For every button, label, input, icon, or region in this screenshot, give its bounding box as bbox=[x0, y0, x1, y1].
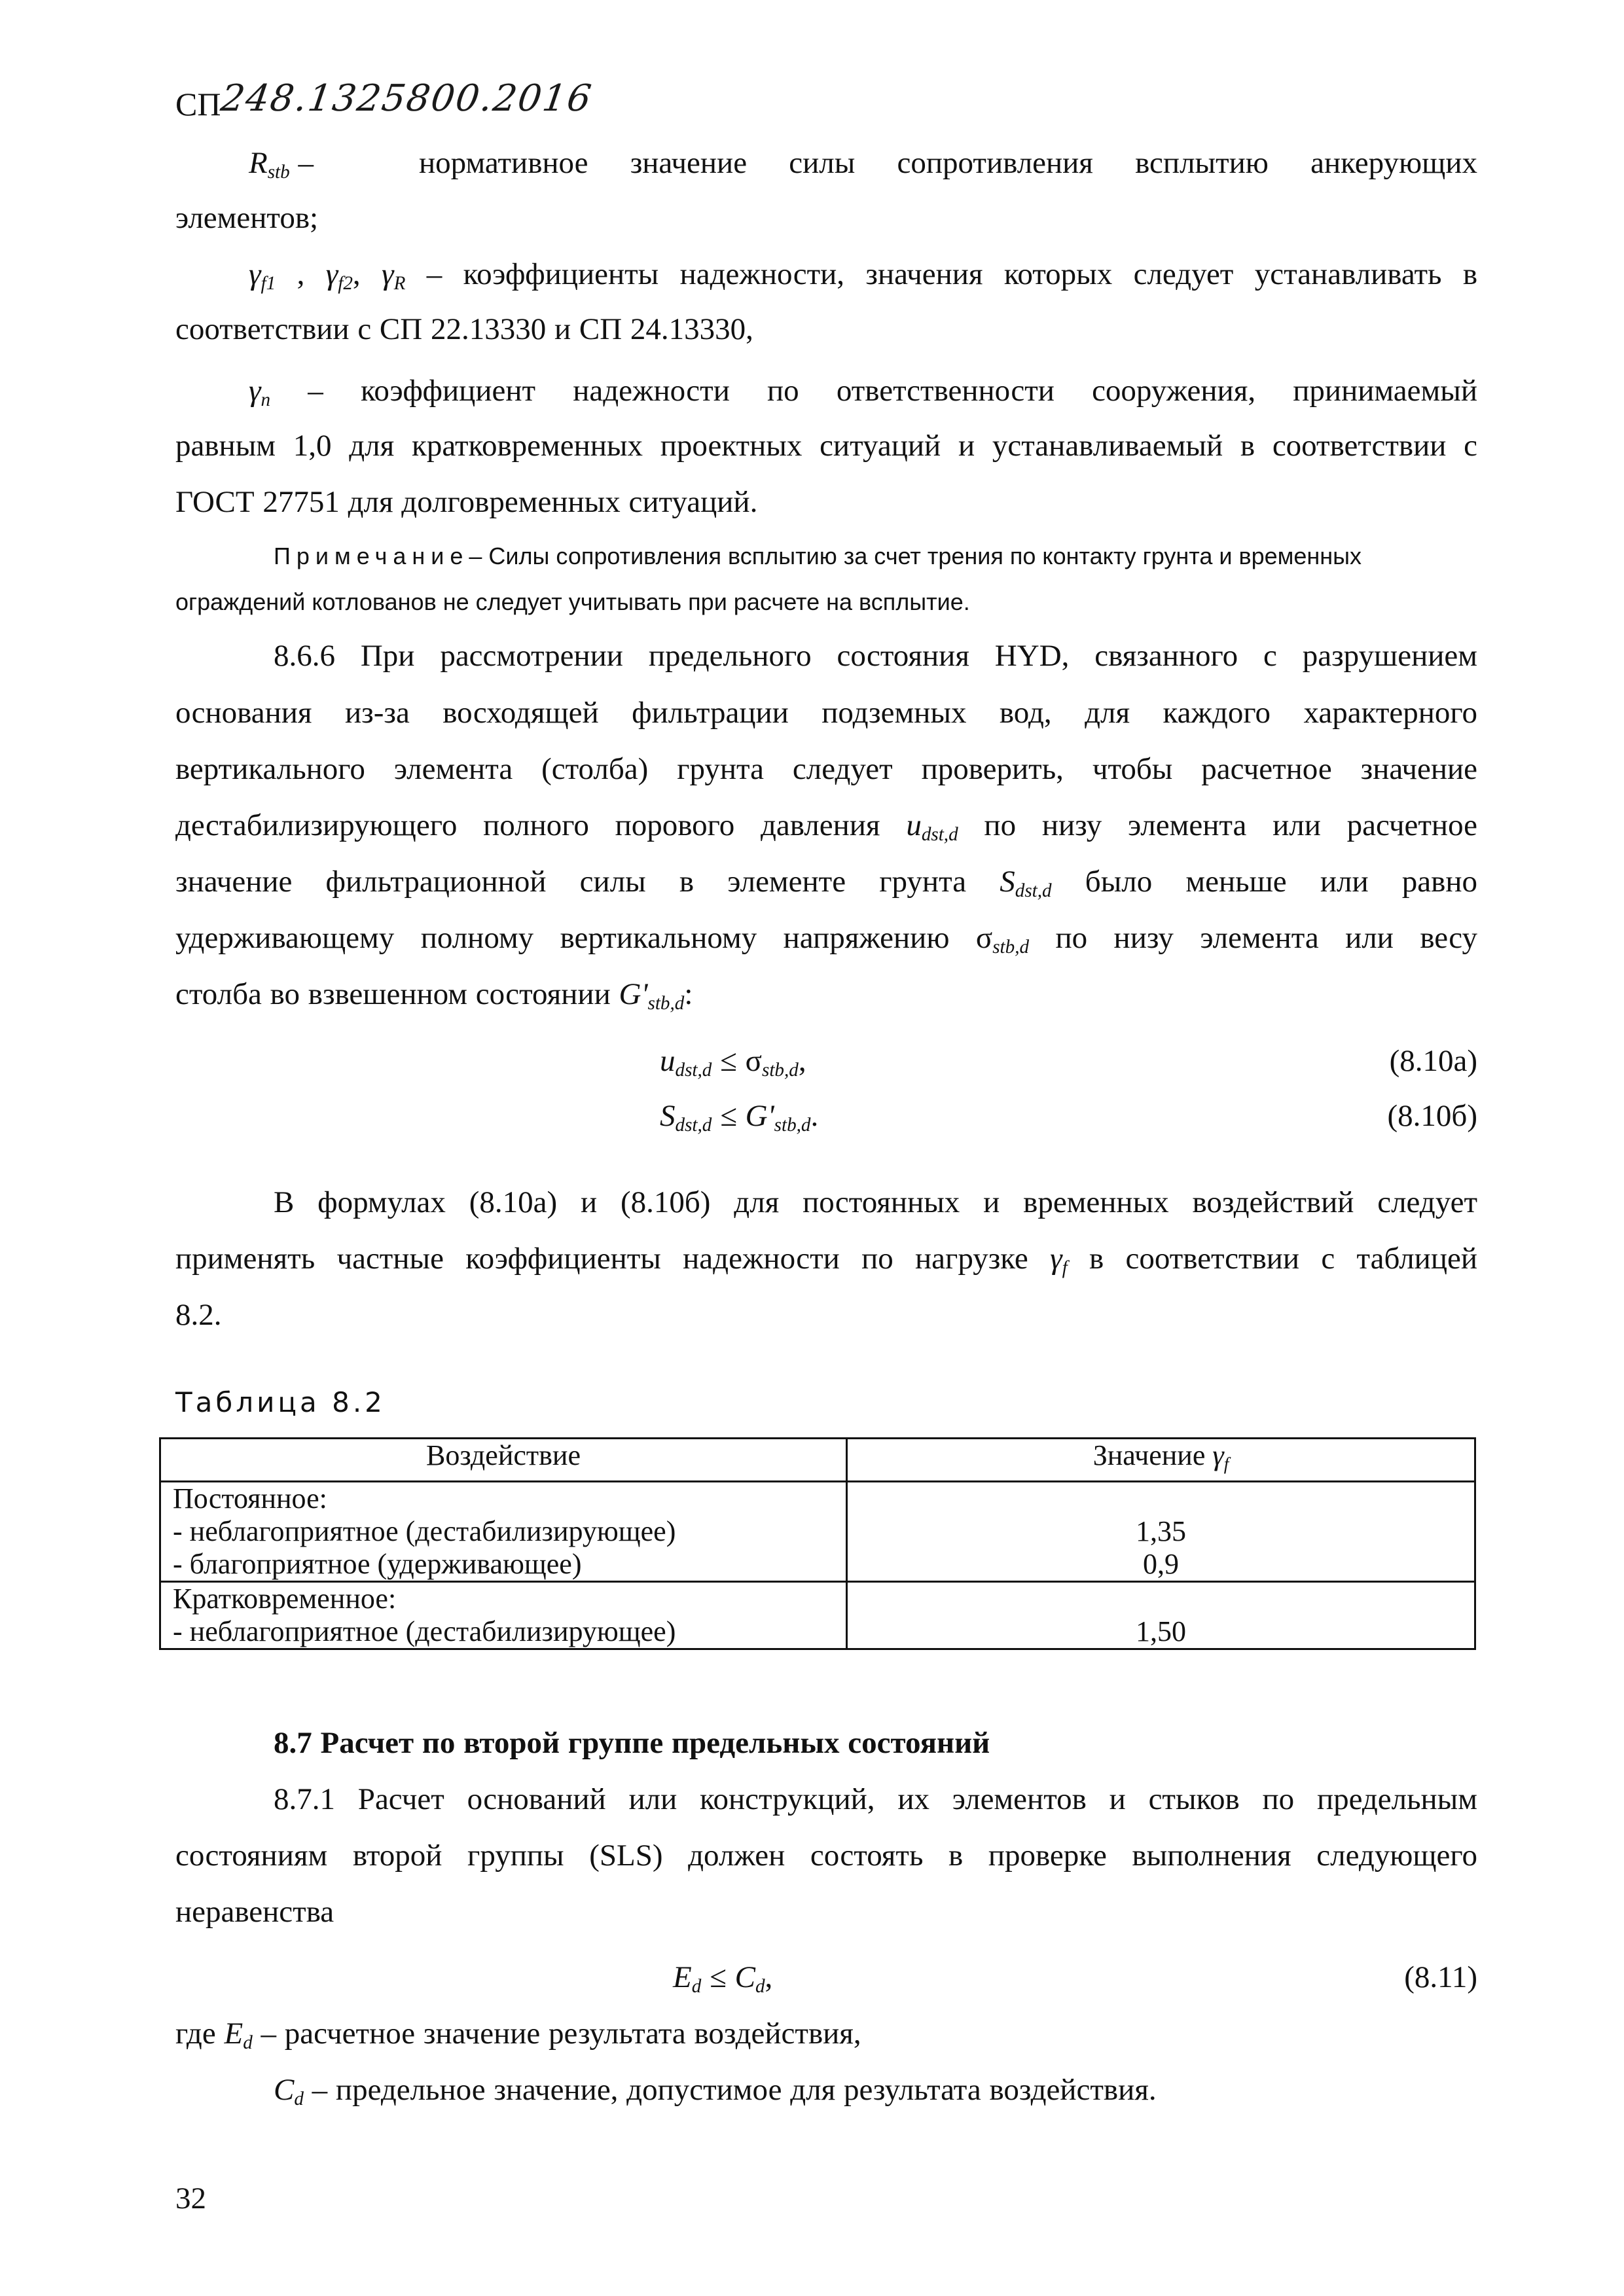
p866-line4: дестабилизирующего полного порового давления $u_{dst,d}$ по низу элемента или расчетное bbox=[175, 808, 1478, 846]
def-gammas-line2: соответствии с СП 22.13330 и СП 24.13330, bbox=[175, 312, 753, 346]
table-group-cell bbox=[160, 1581, 847, 1649]
table-group-cell bbox=[160, 1481, 847, 1581]
equation-8-11: $E_d \le C_d$, bbox=[673, 1960, 773, 1998]
def-rstb-text: нормативное значение силы сопротивления всплытию анкерующих bbox=[419, 146, 1477, 180]
table-row-label: - неблагоприятное (дестабилизирующее) bbox=[173, 1615, 676, 1647]
def-rstb-text2: элементов; bbox=[175, 201, 319, 235]
formulas-par-line2: применять частные коэффициенты надежности по нагрузке $\gamma_f$ в соответствии с таблицей bbox=[175, 1242, 1477, 1279]
table-row-value: 1,35 bbox=[1136, 1515, 1186, 1547]
table-row bbox=[160, 1481, 1475, 1581]
note-label: Примечание bbox=[274, 543, 469, 569]
where-e: где $E_d$ – расчетное значение результата воздействия, bbox=[175, 2017, 861, 2054]
p866-line3: вертикального элемента (столба) грунта следует проверить, чтобы расчетное значение bbox=[175, 752, 1477, 786]
p866-line5: значение фильтрационной силы в элементе грунта $S_{dst,d}$ было меньше или равно bbox=[175, 865, 1477, 902]
table-row-value: 0,9 bbox=[1143, 1547, 1179, 1580]
equation-8-10a: $u_{dst,d} \le \sigma_{stb,d}$, bbox=[660, 1044, 806, 1081]
table-8-2 bbox=[159, 1437, 1476, 1650]
equation-8-10a-number: (8.10а) bbox=[1389, 1044, 1477, 1078]
equation-8-10b-number: (8.10б) bbox=[1387, 1099, 1477, 1133]
p866-line6: удерживающему полному вертикальному напряжению $\sigma_{stb,d}$ по низу элемента или весу bbox=[175, 921, 1478, 958]
section-heading-8-7: 8.7 Расчет по второй группе предельных состояний bbox=[274, 1726, 990, 1760]
def-gamma-n-line2: равным 1,0 для кратковременных проектных ситуаций и устанавливаемый в соответствии с bbox=[175, 429, 1477, 463]
def-rstb-symbol: $R_{stb}$ – bbox=[249, 146, 314, 183]
table-col2-header: Значение $\gamma_f$ bbox=[847, 1439, 1475, 1482]
def-gamma-n-line1: $\gamma_n$ – коэффициент надежности по ответственности сооружения, принимаемый bbox=[249, 374, 1477, 411]
table-caption: Таблица 8.2 bbox=[175, 1386, 386, 1418]
note-line1: Примечание– Силы сопротивления всплытию за счет трения по контакту грунта и временных bbox=[274, 543, 1362, 569]
def-gamma-n-line3: ГОСТ 27751 для долговременных ситуаций. bbox=[175, 485, 758, 519]
table-value-cell bbox=[847, 1481, 1475, 1581]
s87-line3: неравенства bbox=[175, 1895, 334, 1929]
table-row bbox=[160, 1581, 1475, 1649]
p866-line2: основания из-за восходящей фильтрации подземных вод, для каждого характерного bbox=[175, 696, 1477, 730]
where-c: $C_d$ – предельное значение, допустимое для результата воздействия. bbox=[274, 2073, 1157, 2110]
table-group-title: Кратковременное: bbox=[173, 1582, 397, 1615]
note-line2: ограждений котлованов не следует учитывать при расчете на всплытие. bbox=[175, 588, 970, 615]
table-group-title: Постоянное: bbox=[173, 1482, 327, 1515]
handwritten-doc-number: 248.1325800.2016 bbox=[218, 77, 595, 120]
p866-line7: столба во взвешенном состоянии $G'_{stb,d}$: bbox=[175, 977, 693, 1014]
def-gammas-line1: $\gamma_{f1}$ , $\gamma_{f2}$, $\gamma_R$ – коэффициенты надежности, значения которых следует устанавливать в bbox=[249, 257, 1478, 295]
table-value-cell bbox=[847, 1581, 1475, 1649]
p866-line1: 8.6.6 При рассмотрении предельного состояния HYD, связанного с разрушением bbox=[274, 639, 1477, 673]
table-col1-header: Воздействие bbox=[160, 1439, 847, 1482]
table-row-label: - благоприятное (удерживающее) bbox=[173, 1547, 582, 1580]
page-number: 32 bbox=[175, 2181, 206, 2215]
equation-8-11-number: (8.11) bbox=[1404, 1960, 1477, 1994]
formulas-par-line1: В формулах (8.10а) и (8.10б) для постоянных и временных воздействий следует bbox=[274, 1185, 1477, 1219]
s87-line1: 8.7.1 Расчет оснований или конструкций, их элементов и стыков по предельным bbox=[274, 1782, 1477, 1816]
doc-prefix: СП bbox=[175, 86, 221, 122]
s87-line2: состояниям второй группы (SLS) должен состоять в проверке выполнения следующего bbox=[175, 1839, 1477, 1873]
table-row-value: 1,50 bbox=[1136, 1615, 1186, 1647]
equation-8-10b: $S_{dst,d} \le G'_{stb,d}$. bbox=[660, 1099, 819, 1136]
table-row-label: - неблагоприятное (дестабилизирующее) bbox=[173, 1515, 676, 1547]
table-header-row bbox=[160, 1439, 1475, 1482]
formulas-par-line3: 8.2. bbox=[175, 1298, 222, 1332]
